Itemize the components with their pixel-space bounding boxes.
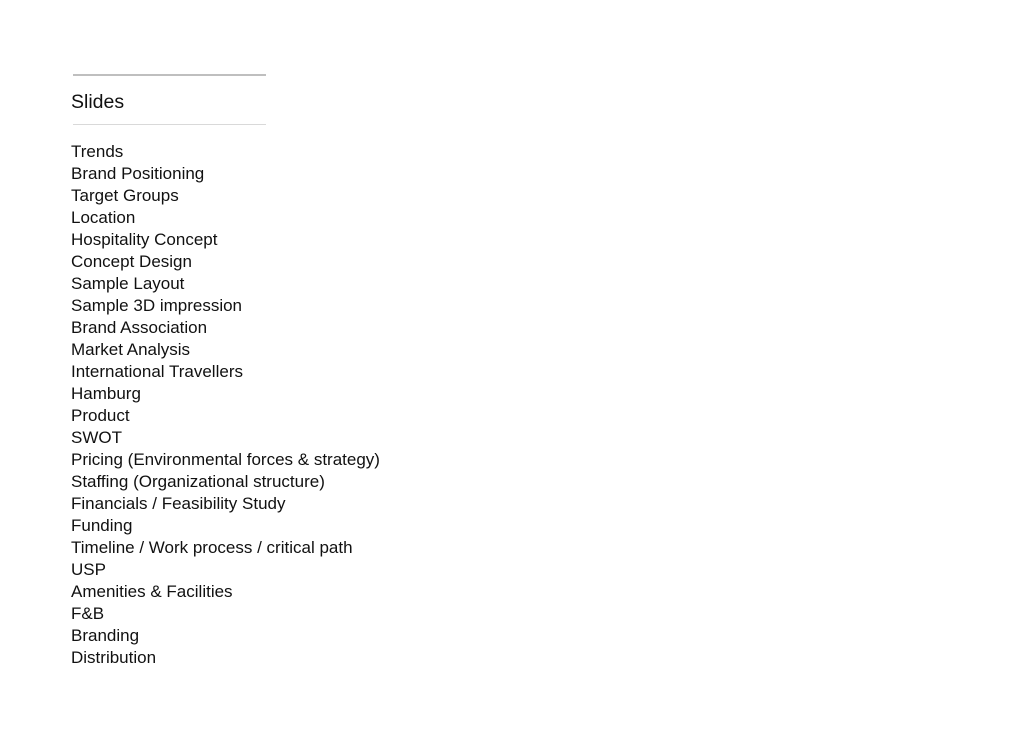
top-divider <box>73 74 266 76</box>
slide-item[interactable]: Concept Design <box>71 252 192 271</box>
slide-item[interactable]: Target Groups <box>71 186 179 205</box>
slide-item[interactable]: Timeline / Work process / critical path <box>71 538 353 557</box>
slide-item[interactable]: Funding <box>71 516 133 535</box>
slide-item[interactable]: Amenities & Facilities <box>71 582 233 601</box>
slide-item[interactable]: Sample Layout <box>71 274 185 293</box>
slide-item[interactable]: Market Analysis <box>71 340 191 359</box>
slide-item[interactable]: International Travellers <box>71 362 243 381</box>
slide-item[interactable]: Hamburg <box>71 384 141 403</box>
slide-item[interactable]: Brand Association <box>71 318 208 337</box>
slide-item[interactable]: SWOT <box>71 428 122 447</box>
slide-item[interactable]: Financials / Feasibility Study <box>71 494 286 513</box>
slide-item[interactable]: Distribution <box>71 648 157 667</box>
slide-item[interactable]: Pricing (Environmental forces & strategy) <box>71 450 380 469</box>
slide-item[interactable]: Brand Positioning <box>71 164 205 183</box>
slide-item[interactable]: Location <box>71 208 136 227</box>
slide-item[interactable]: F&B <box>71 604 105 623</box>
slide-item[interactable]: Trends <box>71 142 124 161</box>
page-title: Slides <box>71 91 125 113</box>
heading-divider <box>73 124 266 125</box>
slide-item[interactable]: USP <box>71 560 106 579</box>
slide-item[interactable]: Product <box>71 406 130 425</box>
slide-list <box>71 141 380 669</box>
slide-item[interactable]: Sample 3D impression <box>71 296 243 315</box>
slide-item[interactable]: Staffing (Organizational structure) <box>71 472 325 491</box>
slide-item[interactable]: Hospitality Concept <box>71 230 218 249</box>
slide-item[interactable]: Branding <box>71 626 140 645</box>
